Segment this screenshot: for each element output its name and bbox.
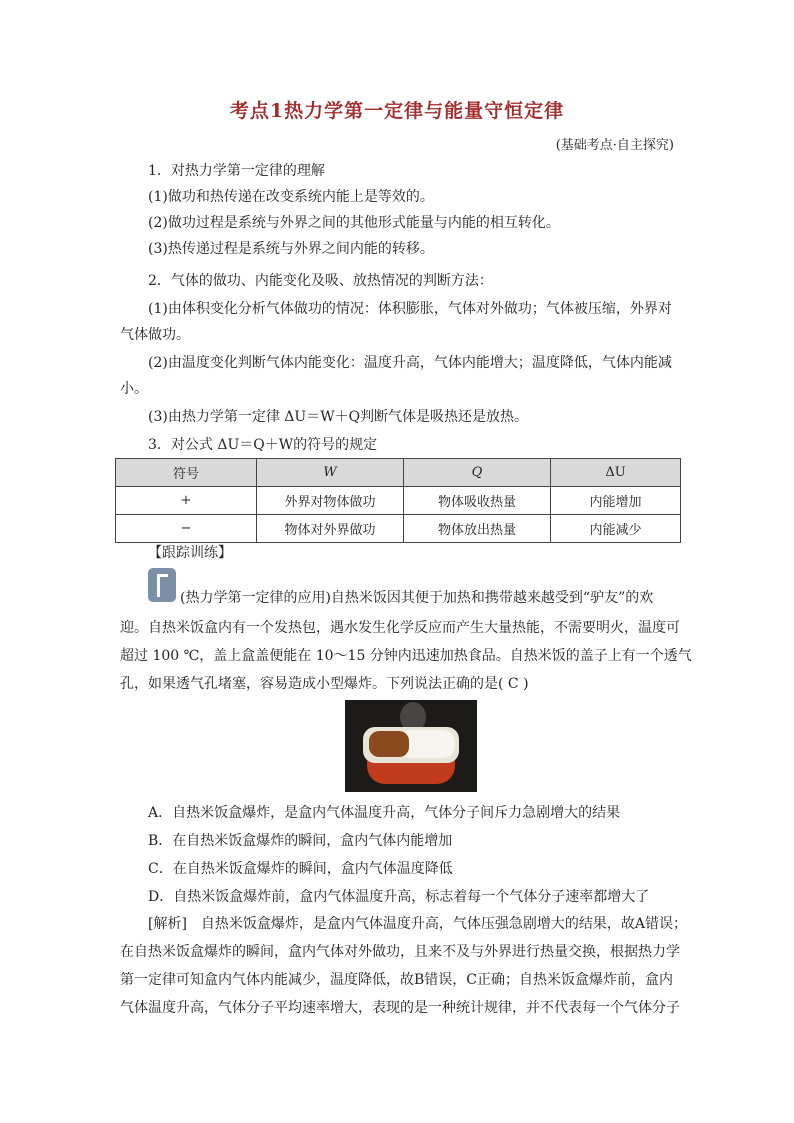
option-d: D．自热米饭盒爆炸前，盒内气体温度升高，标志着每一个气体分子速率都增大了	[148, 889, 650, 905]
section1-item-3: (3)热传递过程是系统与外界之间内能的转移。	[148, 241, 434, 257]
sign-convention-table	[115, 458, 681, 543]
self-heating-rice-photo	[345, 700, 477, 792]
option-a: A．自热米饭盒爆炸，是盒内气体温度升高，气体分子间斥力急剧增大的结果	[148, 805, 621, 821]
analysis-line-2: 在自热米饭盒爆炸的瞬间，盒内气体对外做功，且来不及与外界进行热量交换，根据热力学	[120, 944, 680, 960]
table-header-row	[116, 459, 681, 487]
section1-item-1: (1)做功和热传递在改变系统内能上是等效的。	[148, 189, 434, 205]
analysis-line-4: 气体温度升高，气体分子平均速率增大，表现的是一种统计规律，并不代表每一个气体分子	[120, 1000, 680, 1016]
table-cell: 内能减少	[551, 515, 681, 543]
table-cell: 物体对外界做功	[257, 515, 404, 543]
option-c: C．在自热米饭盒爆炸的瞬间，盒内气体温度降低	[148, 861, 453, 877]
analysis-line-1: [解析] 自热米饭盒爆炸，是盒内气体温度升高，气体压强急剧增大的结果，故A错误；	[148, 916, 688, 932]
option-b: B．在自热米饭盒爆炸的瞬间，盒内气体内能增加	[148, 833, 453, 849]
section2-item3: (3)由热力学第一定律 ΔU＝W＋Q判断气体是吸热还是放热。	[148, 409, 529, 425]
question-line-1: (热力学第一定律的应用)自热米饭因其便于加热和携带越来越受到“驴友”的欢	[180, 590, 654, 606]
question-line-4: 孔，如果透气孔堵塞，容易造成小型爆炸。下列说法正确的是( C )	[120, 676, 529, 692]
section1-item-2: (2)做功过程是系统与外界之间的其他形式能量与内能的相互转化。	[148, 215, 560, 231]
table-cell: −	[116, 515, 257, 543]
table-cell: +	[116, 487, 257, 515]
table-row	[116, 487, 681, 515]
page-subtitle: (基础考点·自主探究)	[555, 138, 674, 153]
table-header-cell: 符号	[116, 459, 257, 487]
table-header-cell: W	[257, 459, 404, 487]
section2-item1-line1: (1)由体积变化分析气体做功的情况：体积膨胀，气体对外做功；气体被压缩，外界对	[148, 301, 672, 317]
question-line-3: 超过 100 ℃，盖上盒盖便能在 10～15 分钟内迅速加热食品。自热米饭的盖子上有一个透气	[120, 648, 692, 664]
section2-heading: 2．气体的做功、内能变化及吸、放热情况的判断方法：	[148, 273, 493, 289]
page-title: 考点1热力学第一定律与能量守恒定律	[229, 100, 565, 122]
analysis-line-3: 第一定律可知盒内气体内能减少，温度降低，故B错误，C正确；自热米饭盒爆炸前，盒内	[120, 972, 673, 988]
table-cell: 物体吸收热量	[404, 487, 551, 515]
tracking-training-label: 【跟踪训练】	[148, 545, 232, 561]
section1-heading: 1．对热力学第一定律的理解	[148, 163, 325, 179]
table-cell: 物体放出热量	[404, 515, 551, 543]
table-cell: 外界对物体做功	[257, 487, 404, 515]
section2-item2-line2: 小。	[120, 381, 148, 397]
question-line-2: 迎。自热米饭盒内有一个发热包，遇水发生化学反应而产生大量热能，不需要明火，温度可	[120, 620, 680, 636]
section3-heading: 3．对公式 ΔU＝Q＋W的符号的规定	[148, 437, 378, 453]
section2-item1-line2: 气体做功。	[120, 327, 190, 343]
table-cell: 内能增加	[551, 487, 681, 515]
table-row	[116, 515, 681, 543]
table-header-cell: Q	[404, 459, 551, 487]
table-header-cell: ΔU	[551, 459, 681, 487]
section2-item2-line1: (2)由温度变化判断气体内能变化：温度升高，气体内能增大；温度降低，气体内能减	[148, 355, 672, 371]
question-number-1-icon	[148, 568, 176, 602]
